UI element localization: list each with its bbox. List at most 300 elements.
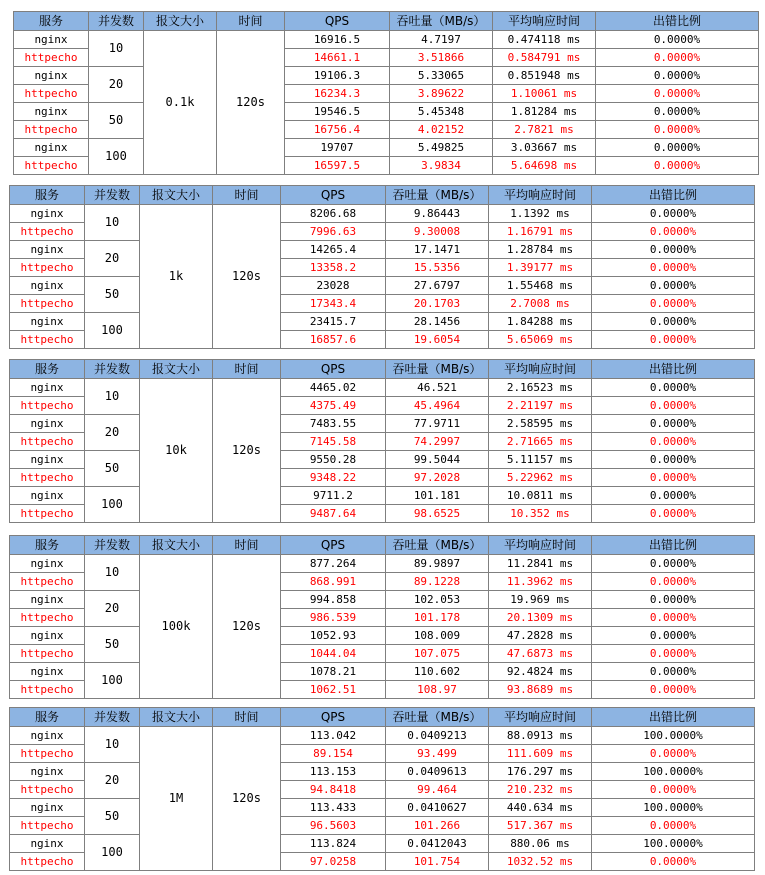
latency-cell: 210.232 ms (489, 781, 592, 799)
qps-cell: 8206.68 (281, 205, 386, 223)
service-cell: nginx (10, 487, 85, 505)
table-row (10, 835, 755, 853)
latency-cell: 2.7821 ms (493, 121, 596, 139)
header-throughput: 吞吐量（MB/s） (390, 12, 493, 31)
throughput-cell: 110.602 (386, 663, 489, 681)
throughput-cell: 9.30008 (386, 223, 489, 241)
latency-cell: 0.851948 ms (493, 67, 596, 85)
concurrency-cell: 100 (85, 313, 140, 349)
throughput-cell: 77.9711 (386, 415, 489, 433)
error-cell: 0.0000% (592, 397, 755, 415)
benchmark-table-1k (9, 185, 755, 349)
service-cell: nginx (10, 835, 85, 853)
header-error-rate: 出错比例 (592, 536, 755, 555)
service-cell: httpecho (14, 85, 89, 103)
throughput-cell: 0.0412043 (386, 835, 489, 853)
concurrency-cell: 20 (85, 415, 140, 451)
header-service: 服务 (10, 186, 85, 205)
qps-cell: 14265.4 (281, 241, 386, 259)
latency-cell: 47.6873 ms (489, 645, 592, 663)
service-cell: nginx (10, 799, 85, 817)
table-row (10, 663, 755, 681)
service-cell: httpecho (10, 397, 85, 415)
service-cell: nginx (10, 763, 85, 781)
latency-cell: 1.10061 ms (493, 85, 596, 103)
header-service: 服务 (14, 12, 89, 31)
qps-cell: 23028 (281, 277, 386, 295)
latency-cell: 1.16791 ms (489, 223, 592, 241)
latency-cell: 88.0913 ms (489, 727, 592, 745)
header-latency: 平均响应时间 (489, 708, 592, 727)
throughput-cell: 4.7197 (390, 31, 493, 49)
throughput-cell: 99.464 (386, 781, 489, 799)
service-cell: httpecho (10, 295, 85, 313)
throughput-cell: 9.86443 (386, 205, 489, 223)
service-cell: nginx (14, 103, 89, 121)
latency-cell: 19.969 ms (489, 591, 592, 609)
qps-cell: 1062.51 (281, 681, 386, 699)
header-qps: QPS (281, 536, 386, 555)
latency-cell: 11.2841 ms (489, 555, 592, 573)
latency-cell: 5.65069 ms (489, 331, 592, 349)
throughput-cell: 3.89622 (390, 85, 493, 103)
throughput-cell: 0.0409213 (386, 727, 489, 745)
qps-cell: 9348.22 (281, 469, 386, 487)
throughput-cell: 101.178 (386, 609, 489, 627)
header-qps: QPS (281, 708, 386, 727)
throughput-cell: 3.51866 (390, 49, 493, 67)
throughput-cell: 46.521 (386, 379, 489, 397)
latency-cell: 92.4824 ms (489, 663, 592, 681)
header-time: 时间 (213, 360, 281, 379)
header-throughput: 吞吐量（MB/s） (386, 360, 489, 379)
throughput-cell: 20.1703 (386, 295, 489, 313)
concurrency-cell: 20 (85, 763, 140, 799)
qps-cell: 113.153 (281, 763, 386, 781)
header-size: 报文大小 (140, 360, 213, 379)
qps-cell: 1044.04 (281, 645, 386, 663)
error-cell: 100.0000% (592, 727, 755, 745)
latency-cell: 517.367 ms (489, 817, 592, 835)
table-row (10, 727, 755, 745)
error-cell: 0.0000% (592, 487, 755, 505)
table-row (10, 241, 755, 259)
service-cell: httpecho (14, 49, 89, 67)
concurrency-cell: 50 (85, 277, 140, 313)
header-concurrency: 并发数 (85, 708, 140, 727)
service-cell: httpecho (10, 681, 85, 699)
error-cell: 0.0000% (592, 295, 755, 313)
header-size: 报文大小 (140, 186, 213, 205)
error-cell: 0.0000% (592, 555, 755, 573)
throughput-cell: 101.181 (386, 487, 489, 505)
throughput-cell: 102.053 (386, 591, 489, 609)
error-cell: 0.0000% (596, 49, 759, 67)
error-cell: 0.0000% (592, 433, 755, 451)
error-cell: 0.0000% (592, 259, 755, 277)
error-cell: 0.0000% (592, 331, 755, 349)
latency-cell: 20.1309 ms (489, 609, 592, 627)
qps-cell: 97.0258 (281, 853, 386, 871)
header-concurrency: 并发数 (85, 186, 140, 205)
table-row (10, 627, 755, 645)
header-row (10, 360, 755, 379)
service-cell: httpecho (10, 259, 85, 277)
header-size: 报文大小 (140, 708, 213, 727)
qps-cell: 9711.2 (281, 487, 386, 505)
concurrency-cell: 20 (89, 67, 144, 103)
concurrency-cell: 50 (85, 451, 140, 487)
service-cell: httpecho (10, 645, 85, 663)
service-cell: nginx (10, 663, 85, 681)
latency-cell: 2.71665 ms (489, 433, 592, 451)
latency-cell: 111.609 ms (489, 745, 592, 763)
header-time: 时间 (213, 536, 281, 555)
error-cell: 0.0000% (592, 817, 755, 835)
error-cell: 0.0000% (596, 121, 759, 139)
latency-cell: 1.84288 ms (489, 313, 592, 331)
qps-cell: 94.8418 (281, 781, 386, 799)
qps-cell: 9550.28 (281, 451, 386, 469)
size-cell: 10k (140, 379, 213, 523)
table-row (10, 591, 755, 609)
service-cell: nginx (10, 277, 85, 295)
concurrency-cell: 100 (85, 835, 140, 871)
header-row (10, 186, 755, 205)
header-size: 报文大小 (140, 536, 213, 555)
table-row (10, 555, 755, 573)
throughput-cell: 107.075 (386, 645, 489, 663)
throughput-cell: 4.02152 (390, 121, 493, 139)
qps-cell: 4465.02 (281, 379, 386, 397)
error-cell: 0.0000% (592, 313, 755, 331)
header-size: 报文大小 (144, 12, 217, 31)
table-row (10, 313, 755, 331)
service-cell: nginx (10, 591, 85, 609)
error-cell: 0.0000% (592, 681, 755, 699)
throughput-cell: 3.9834 (390, 157, 493, 175)
latency-cell: 3.03667 ms (493, 139, 596, 157)
error-cell: 0.0000% (592, 853, 755, 871)
latency-cell: 1.28784 ms (489, 241, 592, 259)
concurrency-cell: 100 (89, 139, 144, 175)
table-row (10, 799, 755, 817)
header-service: 服务 (10, 708, 85, 727)
error-cell: 0.0000% (596, 103, 759, 121)
error-cell: 0.0000% (592, 745, 755, 763)
latency-cell: 2.21197 ms (489, 397, 592, 415)
header-throughput: 吞吐量（MB/s） (386, 536, 489, 555)
size-cell: 100k (140, 555, 213, 699)
header-time: 时间 (213, 186, 281, 205)
concurrency-cell: 50 (89, 103, 144, 139)
service-cell: httpecho (10, 781, 85, 799)
header-qps: QPS (281, 360, 386, 379)
service-cell: nginx (10, 241, 85, 259)
qps-cell: 89.154 (281, 745, 386, 763)
throughput-cell: 98.6525 (386, 505, 489, 523)
error-cell: 0.0000% (592, 645, 755, 663)
latency-cell: 880.06 ms (489, 835, 592, 853)
benchmark-table-10k (9, 359, 755, 523)
qps-cell: 1052.93 (281, 627, 386, 645)
error-cell: 0.0000% (596, 67, 759, 85)
latency-cell: 5.22962 ms (489, 469, 592, 487)
service-cell: httpecho (10, 433, 85, 451)
time-cell: 120s (217, 31, 285, 175)
header-error-rate: 出错比例 (596, 12, 759, 31)
error-cell: 0.0000% (596, 157, 759, 175)
time-cell: 120s (213, 555, 281, 699)
qps-cell: 17343.4 (281, 295, 386, 313)
header-throughput: 吞吐量（MB/s） (386, 708, 489, 727)
table-row (14, 67, 759, 85)
qps-cell: 16234.3 (285, 85, 390, 103)
header-time: 时间 (213, 708, 281, 727)
latency-cell: 0.474118 ms (493, 31, 596, 49)
service-cell: httpecho (10, 817, 85, 835)
latency-cell: 10.352 ms (489, 505, 592, 523)
latency-cell: 2.7008 ms (489, 295, 592, 313)
table-row (14, 31, 759, 49)
error-cell: 0.0000% (592, 505, 755, 523)
header-time: 时间 (217, 12, 285, 31)
size-cell: 0.1k (144, 31, 217, 175)
latency-cell: 2.16523 ms (489, 379, 592, 397)
benchmark-table-1m (9, 707, 755, 871)
error-cell: 0.0000% (592, 277, 755, 295)
error-cell: 100.0000% (592, 763, 755, 781)
concurrency-cell: 50 (85, 627, 140, 663)
service-cell: httpecho (10, 573, 85, 591)
throughput-cell: 17.1471 (386, 241, 489, 259)
qps-cell: 113.042 (281, 727, 386, 745)
concurrency-cell: 100 (85, 487, 140, 523)
qps-cell: 19546.5 (285, 103, 390, 121)
error-cell: 0.0000% (592, 627, 755, 645)
table-row (10, 487, 755, 505)
qps-cell: 23415.7 (281, 313, 386, 331)
qps-cell: 7996.63 (281, 223, 386, 241)
qps-cell: 16597.5 (285, 157, 390, 175)
qps-cell: 13358.2 (281, 259, 386, 277)
latency-cell: 0.584791 ms (493, 49, 596, 67)
service-cell: nginx (10, 727, 85, 745)
header-latency: 平均响应时间 (489, 536, 592, 555)
latency-cell: 47.2828 ms (489, 627, 592, 645)
qps-cell: 9487.64 (281, 505, 386, 523)
qps-cell: 7483.55 (281, 415, 386, 433)
latency-cell: 1.55468 ms (489, 277, 592, 295)
service-cell: httpecho (14, 121, 89, 139)
throughput-cell: 19.6054 (386, 331, 489, 349)
time-cell: 120s (213, 205, 281, 349)
concurrency-cell: 10 (85, 379, 140, 415)
qps-cell: 994.858 (281, 591, 386, 609)
error-cell: 0.0000% (596, 31, 759, 49)
header-row (10, 708, 755, 727)
latency-cell: 11.3962 ms (489, 573, 592, 591)
throughput-cell: 97.2028 (386, 469, 489, 487)
concurrency-cell: 20 (85, 591, 140, 627)
qps-cell: 19707 (285, 139, 390, 157)
header-error-rate: 出错比例 (592, 186, 755, 205)
error-cell: 0.0000% (592, 223, 755, 241)
service-cell: nginx (10, 415, 85, 433)
throughput-cell: 74.2997 (386, 433, 489, 451)
qps-cell: 4375.49 (281, 397, 386, 415)
error-cell: 0.0000% (592, 451, 755, 469)
qps-cell: 113.433 (281, 799, 386, 817)
latency-cell: 5.64698 ms (493, 157, 596, 175)
service-cell: httpecho (10, 609, 85, 627)
error-cell: 0.0000% (592, 415, 755, 433)
qps-cell: 868.991 (281, 573, 386, 591)
service-cell: nginx (10, 379, 85, 397)
service-cell: nginx (10, 627, 85, 645)
service-cell: nginx (14, 139, 89, 157)
qps-cell: 7145.58 (281, 433, 386, 451)
header-qps: QPS (281, 186, 386, 205)
latency-cell: 10.0811 ms (489, 487, 592, 505)
qps-cell: 16857.6 (281, 331, 386, 349)
time-cell: 120s (213, 727, 281, 871)
latency-cell: 1.1392 ms (489, 205, 592, 223)
service-cell: httpecho (10, 745, 85, 763)
latency-cell: 1.39177 ms (489, 259, 592, 277)
qps-cell: 986.539 (281, 609, 386, 627)
header-service: 服务 (10, 536, 85, 555)
benchmark-table-0.1k (13, 11, 759, 175)
service-cell: httpecho (10, 223, 85, 241)
qps-cell: 16756.4 (285, 121, 390, 139)
error-cell: 100.0000% (592, 799, 755, 817)
time-cell: 120s (213, 379, 281, 523)
throughput-cell: 0.0410627 (386, 799, 489, 817)
concurrency-cell: 10 (85, 205, 140, 241)
qps-cell: 877.264 (281, 555, 386, 573)
table-row (10, 205, 755, 223)
size-cell: 1M (140, 727, 213, 871)
throughput-cell: 101.266 (386, 817, 489, 835)
header-concurrency: 并发数 (85, 536, 140, 555)
throughput-cell: 0.0409613 (386, 763, 489, 781)
header-error-rate: 出错比例 (592, 708, 755, 727)
header-throughput: 吞吐量（MB/s） (386, 186, 489, 205)
concurrency-cell: 50 (85, 799, 140, 835)
service-cell: nginx (14, 31, 89, 49)
header-latency: 平均响应时间 (493, 12, 596, 31)
throughput-cell: 5.33065 (390, 67, 493, 85)
throughput-cell: 99.5044 (386, 451, 489, 469)
service-cell: httpecho (10, 331, 85, 349)
service-cell: nginx (10, 451, 85, 469)
header-latency: 平均响应时间 (489, 186, 592, 205)
concurrency-cell: 10 (89, 31, 144, 67)
size-cell: 1k (140, 205, 213, 349)
throughput-cell: 5.49825 (390, 139, 493, 157)
latency-cell: 176.297 ms (489, 763, 592, 781)
service-cell: nginx (10, 205, 85, 223)
latency-cell: 93.8689 ms (489, 681, 592, 699)
benchmark-table-100k (9, 535, 755, 699)
concurrency-cell: 100 (85, 663, 140, 699)
table-row (10, 379, 755, 397)
error-cell: 0.0000% (596, 139, 759, 157)
header-row (10, 536, 755, 555)
qps-cell: 19106.3 (285, 67, 390, 85)
throughput-cell: 27.6797 (386, 277, 489, 295)
concurrency-cell: 10 (85, 727, 140, 763)
header-qps: QPS (285, 12, 390, 31)
error-cell: 0.0000% (592, 241, 755, 259)
concurrency-cell: 10 (85, 555, 140, 591)
error-cell: 0.0000% (592, 379, 755, 397)
latency-cell: 440.634 ms (489, 799, 592, 817)
table-row (10, 451, 755, 469)
error-cell: 0.0000% (592, 781, 755, 799)
qps-cell: 96.5603 (281, 817, 386, 835)
error-cell: 0.0000% (592, 205, 755, 223)
service-cell: httpecho (10, 505, 85, 523)
qps-cell: 113.824 (281, 835, 386, 853)
throughput-cell: 15.5356 (386, 259, 489, 277)
throughput-cell: 45.4964 (386, 397, 489, 415)
qps-cell: 1078.21 (281, 663, 386, 681)
service-cell: httpecho (10, 469, 85, 487)
qps-cell: 16916.5 (285, 31, 390, 49)
throughput-cell: 89.9897 (386, 555, 489, 573)
header-error-rate: 出错比例 (592, 360, 755, 379)
service-cell: nginx (14, 67, 89, 85)
error-cell: 0.0000% (592, 663, 755, 681)
header-service: 服务 (10, 360, 85, 379)
latency-cell: 1.81284 ms (493, 103, 596, 121)
service-cell: httpecho (10, 853, 85, 871)
throughput-cell: 108.97 (386, 681, 489, 699)
error-cell: 0.0000% (592, 609, 755, 627)
service-cell: nginx (10, 555, 85, 573)
throughput-cell: 93.499 (386, 745, 489, 763)
table-row (10, 277, 755, 295)
table-row (10, 415, 755, 433)
service-cell: nginx (10, 313, 85, 331)
throughput-cell: 101.754 (386, 853, 489, 871)
header-concurrency: 并发数 (85, 360, 140, 379)
error-cell: 100.0000% (592, 835, 755, 853)
concurrency-cell: 20 (85, 241, 140, 277)
error-cell: 0.0000% (592, 573, 755, 591)
table-row (14, 103, 759, 121)
latency-cell: 1032.52 ms (489, 853, 592, 871)
header-latency: 平均响应时间 (489, 360, 592, 379)
error-cell: 0.0000% (592, 469, 755, 487)
error-cell: 0.0000% (596, 85, 759, 103)
service-cell: httpecho (14, 157, 89, 175)
header-row (14, 12, 759, 31)
throughput-cell: 28.1456 (386, 313, 489, 331)
latency-cell: 5.11157 ms (489, 451, 592, 469)
header-concurrency: 并发数 (89, 12, 144, 31)
error-cell: 0.0000% (592, 591, 755, 609)
table-row (10, 763, 755, 781)
throughput-cell: 89.1228 (386, 573, 489, 591)
throughput-cell: 5.45348 (390, 103, 493, 121)
latency-cell: 2.58595 ms (489, 415, 592, 433)
table-row (14, 139, 759, 157)
qps-cell: 14661.1 (285, 49, 390, 67)
throughput-cell: 108.009 (386, 627, 489, 645)
